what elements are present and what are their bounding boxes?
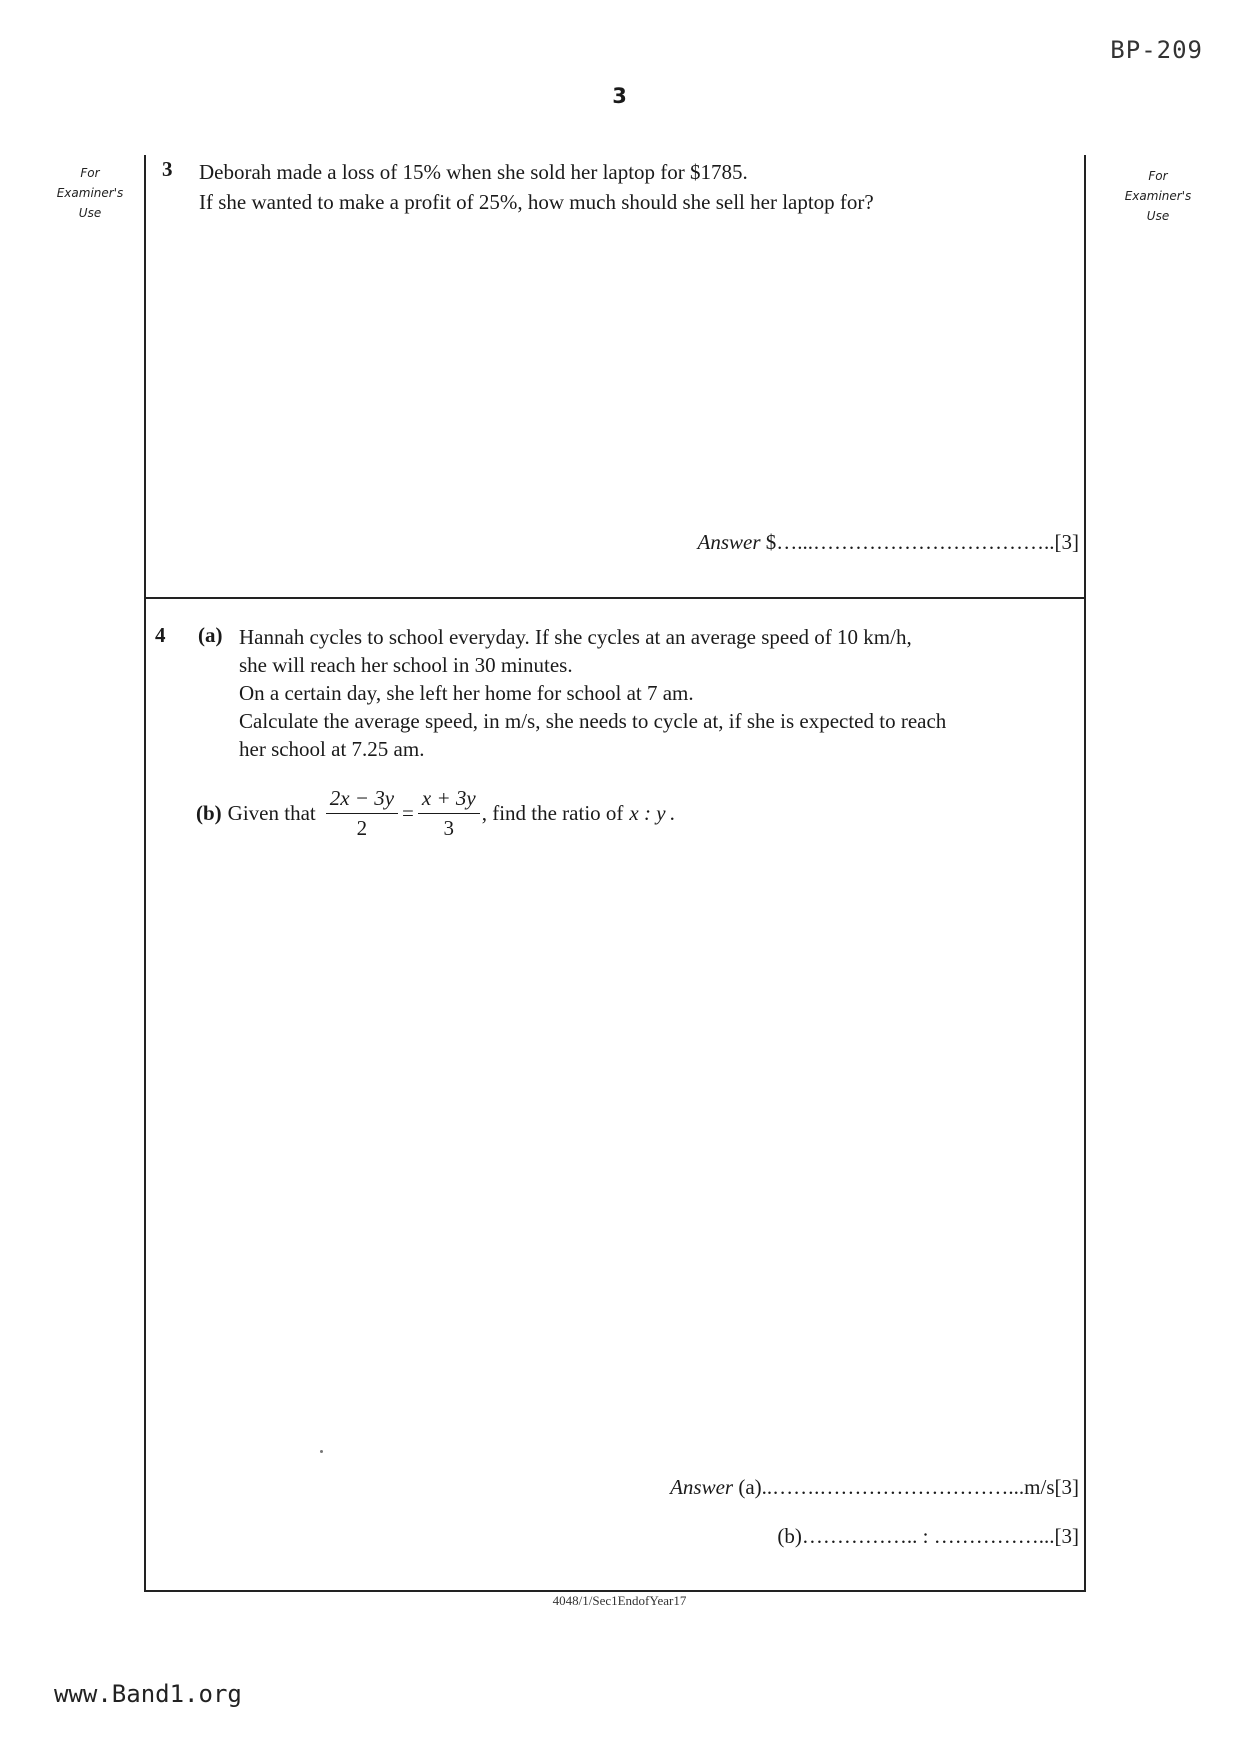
- question-4a-text: [239, 623, 1079, 763]
- question-4a-line: On a certain day, she left her home for school at 7 am.: [239, 681, 694, 705]
- question-4a-line: she will reach her school in 30 minutes.: [239, 653, 573, 677]
- examiner-label-line: Use: [78, 206, 102, 220]
- fraction-1-denominator: 2: [356, 816, 368, 840]
- question-3-text: [199, 157, 1069, 217]
- question-3-line: If she wanted to make a profit of 25%, how much should she sell her laptop for?: [199, 190, 874, 214]
- equals-sign: =: [402, 801, 414, 825]
- page-number: 3: [612, 84, 627, 108]
- answer-colon: :: [922, 1524, 929, 1548]
- question-4a-line: Hannah cycles to school everyday. If she cycles at an average speed of 10 km/h,: [239, 625, 912, 649]
- question-4a-label: (a): [198, 623, 223, 647]
- examiner-use-label-right: [1108, 166, 1208, 226]
- answer-label: Answer: [697, 530, 761, 554]
- question-3-line: Deborah made a loss of 15% when she sold her laptop for $1785.: [199, 160, 748, 184]
- question-4b-label: (b): [196, 801, 222, 825]
- answer-unit: m/s: [1024, 1475, 1055, 1499]
- marks: [3]: [1054, 1524, 1079, 1548]
- examiner-label-line: Examiner's: [1124, 189, 1192, 203]
- frame-bottom-border: [144, 1590, 1086, 1592]
- examiner-label-line: For: [80, 166, 100, 180]
- frame-right-border: [1084, 155, 1086, 1591]
- question-3-number: 3: [162, 157, 173, 181]
- answer-part: (b): [777, 1524, 802, 1548]
- answer-part: (a): [738, 1475, 762, 1499]
- question-4a-line: Calculate the average speed, in m/s, she needs to cycle at, if she is expected to reach: [239, 709, 947, 733]
- question-4b-prefix: Given that: [227, 801, 316, 825]
- question-4a-answer: [670, 1475, 1079, 1500]
- frame-left-border: [144, 155, 146, 1591]
- question-4-number: 4: [155, 623, 166, 647]
- footer-code: 4048/1/Sec1EndofYear17: [552, 1593, 687, 1608]
- scan-speck: [320, 1450, 323, 1453]
- examiner-use-label-left: [40, 163, 140, 223]
- examiner-label-line: Use: [1146, 209, 1170, 223]
- question-3-answer: [698, 530, 1080, 555]
- answer-dots-right: ……………...: [933, 1524, 1055, 1548]
- marks: [3]: [1054, 1475, 1079, 1499]
- fraction-2: [418, 786, 480, 841]
- question-4a-line: her school at 7.25 am.: [239, 737, 425, 761]
- answer-dots-left: ……………..: [801, 1524, 918, 1548]
- question-4b-suffix: , find the ratio of: [481, 801, 624, 825]
- ratio-expression: x : y: [629, 801, 666, 825]
- fraction-2-denominator: 3: [443, 816, 455, 840]
- question-4b-end: .: [669, 801, 675, 825]
- fraction-1-numerator: 2x − 3y: [326, 786, 398, 814]
- answer-label: Answer: [670, 1475, 734, 1499]
- answer-dots: …...……………………………..: [776, 530, 1055, 554]
- fraction-2-numerator: x + 3y: [418, 786, 480, 814]
- examiner-label-line: Examiner's: [56, 186, 124, 200]
- watermark: www.Band1.org: [54, 1680, 242, 1708]
- fraction-1: [326, 786, 398, 841]
- answer-dots: ..…….………………………...: [761, 1475, 1025, 1499]
- question-4b-answer: [777, 1524, 1079, 1549]
- marks: [3]: [1054, 530, 1079, 554]
- page-code: BP-209: [1110, 36, 1203, 64]
- question-4b: [196, 786, 675, 841]
- examiner-label-line: For: [1148, 169, 1168, 183]
- answer-prefix: $: [765, 530, 777, 554]
- question-divider: [144, 597, 1086, 599]
